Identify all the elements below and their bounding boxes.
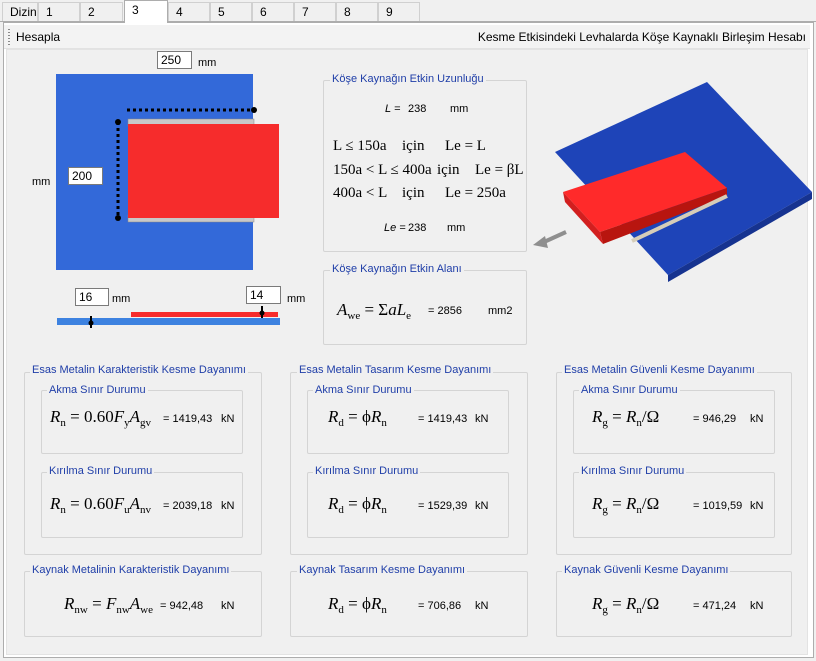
base-safe-rupture-formula: $R_g = R_n/\Omega$ [592,494,660,516]
length-label: L = [385,103,401,115]
base-char-rupture-title: Kırılma Sınır Durumu [49,465,153,477]
weld-design-group [290,571,528,637]
base-char-title: Esas Metalin Karakteristik Kesme Dayanımı [32,364,246,376]
length-unit: mm [450,103,469,115]
tab-3[interactable]: 3 [124,0,168,23]
base-design-yield-title: Akma Sınır Durumu [315,384,412,396]
rule-2-word: için [437,162,460,178]
base-design-yield-value: = 1419,43 [418,413,468,425]
weld-design-value: = 706,86 [418,600,462,612]
tab-1[interactable]: 1 [38,2,80,22]
thickness2-unit: mm [287,293,306,305]
tab-dizin[interactable]: Dizin [2,2,38,22]
base-design-yield-formula: $R_d = \phi R_n$ [328,407,387,429]
thickness2-input[interactable]: 14 [246,286,281,304]
base-design-yield-unit: kN [475,413,489,425]
rule-3-result: Le = 250a [445,185,506,201]
weld-safe-value: = 471,24 [693,600,737,612]
base-safe-rupture-value: = 1019,59 [693,500,743,512]
side-lap-plate [131,312,278,317]
weld-design-title: Kaynak Tasarım Kesme Dayanımı [299,564,466,576]
height-unit: mm [32,176,51,188]
lap-plate [128,124,279,218]
weld-safe-formula: $R_g = R_n/\Omega$ [592,594,660,616]
effective-length-value: 238 [408,222,427,234]
weld-design-formula: $R_d = \phi R_n$ [328,594,387,616]
rule-1-result: Le = L [445,138,486,154]
tab-9[interactable]: 9 [378,2,420,22]
base-char-rupture-value: = 2039,18 [163,500,213,512]
rule-1-condition: L ≤ 150a [333,138,387,154]
weld-design-unit: kN [475,600,489,612]
base-design-rupture-value: = 1529,39 [418,500,468,512]
width-unit: mm [198,57,217,69]
rule-2-condition: 150a < L ≤ 400a [333,162,432,178]
base-char-yield-formula: $R_n = 0.60F_yA_{gv}$ [50,407,152,429]
base-char-yield-value: = 1419,43 [163,413,213,425]
base-char-rupture-formula: $R_n = 0.60F_uA_{nv}$ [50,494,152,516]
base-safe-rupture-title: Kırılma Sınır Durumu [581,465,685,477]
base-char-yield-title: Akma Sınır Durumu [49,384,146,396]
tab-2[interactable]: 2 [80,2,123,22]
base-char-yield-unit: kN [221,413,235,425]
rule-1-word: için [402,138,425,154]
rule-2-result: Le = βL [475,162,524,178]
weld-char-unit: kN [221,600,235,612]
base-safe-yield-unit: kN [750,413,764,425]
thickness1-unit: mm [112,293,131,305]
base-safe-rupture-unit: kN [750,500,764,512]
effective-length-title: Köşe Kaynağın Etkin Uzunluğu [332,73,484,85]
effective-length-label: Le = [384,222,406,234]
rule-3-word: için [402,185,425,201]
base-safe-yield-title: Akma Sınır Durumu [581,384,678,396]
weld-char-title: Kaynak Metalinin Karakteristik Dayanımı [32,564,230,576]
tab-8[interactable]: 8 [336,2,378,22]
length-value: 238 [408,103,427,115]
weld-char-formula: $R_{nw} = F_{nw}A_{we}$ [64,594,153,616]
base-safe-title: Esas Metalin Güvenli Kesme Dayanımı [564,364,755,376]
effective-area-value: = 2856 [428,305,462,317]
base-design-rupture-title: Kırılma Sınır Durumu [315,465,419,477]
base-safe-yield-formula: $R_g = R_n/\Omega$ [592,407,660,429]
tab-6[interactable]: 6 [252,2,294,22]
height-input[interactable]: 200 [68,167,103,185]
base-safe-yield-value: = 946,29 [693,413,737,425]
calculate-button[interactable]: Hesapla [16,30,61,44]
base-design-rupture-formula: $R_d = \phi R_n$ [328,494,387,516]
effective-area-unit: mm2 [488,305,513,317]
width-input[interactable]: 250 [157,51,192,69]
tab-5[interactable]: 5 [210,2,252,22]
toolbar-title: Kesme Etkisindeki Levhalarda Köşe Kaynaklı Birleşim Hesabı [477,30,806,44]
thickness1-input[interactable]: 16 [75,288,109,306]
rule-3-condition: 400a < L [333,185,388,201]
tab-7[interactable]: 7 [294,2,336,22]
effective-length-unit: mm [447,222,466,234]
effective-area-title: Köşe Kaynağın Etkin Alanı [332,263,462,275]
weld-char-value: = 942,48 [160,600,204,612]
weld-safe-unit: kN [750,600,764,612]
weld-safe-title: Kaynak Güvenli Kesme Dayanımı [564,564,729,576]
tab-4[interactable]: 4 [168,2,210,22]
base-design-title: Esas Metalin Tasarım Kesme Dayanımı [299,364,492,376]
base-char-rupture-unit: kN [221,500,235,512]
view-arrow-icon [533,236,548,248]
base-design-rupture-unit: kN [475,500,489,512]
effective-area-formula: $A_{we} = \Sigma aL_e$ [337,300,412,322]
